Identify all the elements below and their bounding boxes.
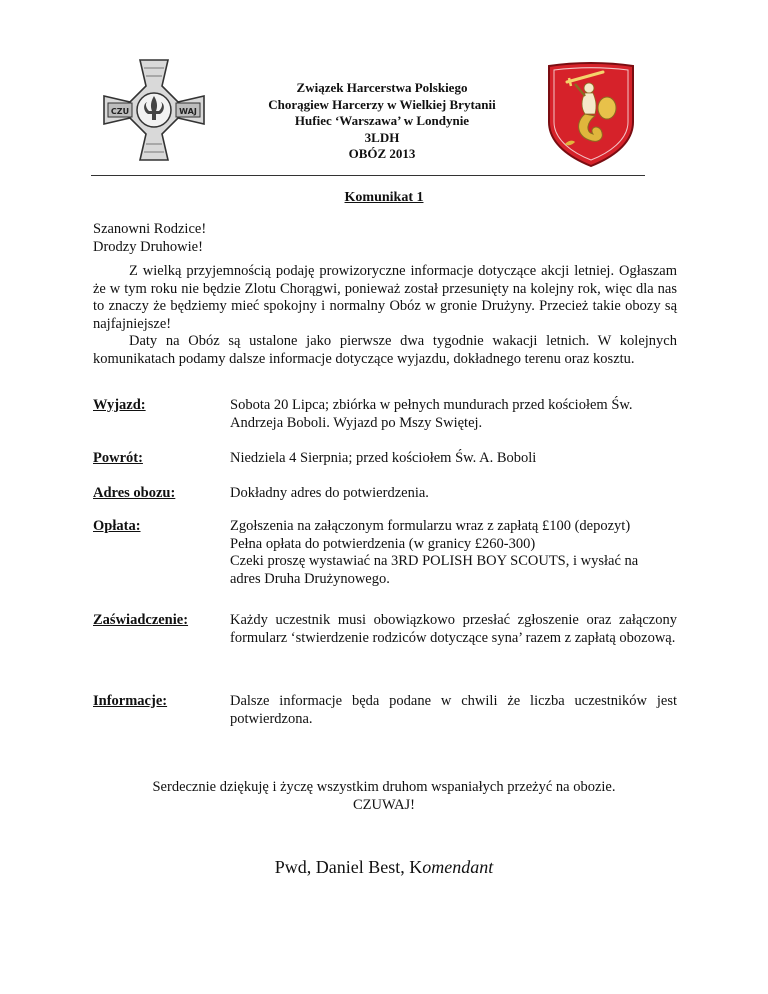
scout-cross-icon [100, 56, 208, 164]
warsaw-mermaid-shield-icon [545, 60, 637, 168]
org-region: Chorągiew Harcerzy w Wielkiej Brytanii [268, 96, 496, 112]
detail-value-line: Pełna opłata do potwierdzenia (w granicy £260-300) [230, 535, 536, 552]
cross-text-left: CZU [110, 107, 130, 116]
camp-year: OBÓZ 2013 [348, 146, 416, 161]
detail-label: Informacje: [93, 693, 168, 709]
detail-value-line: Sobota 20 Lipca; zbiórka w pełnych mundurach przed kościołem Św. [230, 397, 633, 413]
intro-text [93, 263, 677, 369]
organization-header [230, 80, 534, 163]
closing-thanks: Serdecznie dziękuję i życzę wszystkim druhom wspaniałych przeżyć na obozie. [152, 779, 616, 795]
detail-value-line: Czeki proszę wystawiać na 3RD POLISH BOY SCOUTS, i wysłać na [230, 553, 639, 570]
detail-value-line: adres Druha Drużynowego. [230, 570, 390, 587]
document-title: Komunikat 1 [344, 190, 424, 205]
signature-title: omendant [422, 857, 494, 877]
detail-label: Wyjazd: [93, 397, 146, 413]
cross-text-right: WAJ [179, 107, 197, 116]
detail-label: Adres obozu: [93, 485, 176, 501]
closing-text [0, 778, 768, 814]
greeting-scouts: Drodzy Druhowie! [93, 238, 203, 255]
org-name: Związek Harcerstwa Polskiego [296, 80, 468, 95]
detail-label: Opłata: [93, 518, 141, 534]
detail-value: Każdy uczestnik musi obowiązkowo przesłać zgłoszenie oraz załączony formularz ‘stwierdzenie rodziców dotyczące syna’ razem z zapłatą obozową. [230, 612, 677, 646]
detail-value: Dalsze informacje będa podane w chwili że liczba uczestników jest potwierdzona. [230, 693, 677, 727]
detail-value-line: Zgołszenia na załączonym formularzu wraz z zapłatą £100 (depozyt) [230, 518, 631, 534]
detail-value [230, 397, 677, 432]
detail-value: Niedziela 4 Sierpnia; przed kościołem Św. A. Boboli [230, 450, 537, 466]
detail-label: Powrót: [93, 450, 143, 466]
org-troop: 3LDH [364, 129, 400, 145]
detail-value-line: Andrzeja Boboli. Wyjazd po Mszy Swiętej. [230, 414, 483, 431]
detail-value [230, 518, 677, 588]
greeting [93, 221, 206, 256]
detail-value: Dokładny adres do potwierdzenia. [230, 485, 429, 501]
intro-paragraph-2: Daty na Obóz są ustalone jako pierwsze dwa tygodnie wakacji letnich. W kolejnych komunikatach podamy dalsze informacje dotyczące wyjazdu, dokładnego terenu oraz kosztu. [93, 333, 677, 367]
signature [0, 857, 768, 878]
header-divider [91, 175, 645, 176]
signature-name: Pwd, Daniel Best, K [274, 857, 423, 877]
org-district: Hufiec ‘Warszawa’ w Londynie [294, 113, 470, 128]
detail-label: Zaświadczenie: [93, 612, 189, 628]
intro-paragraph-1: Z wielką przyjemnością podaję prowizoryczne informacje dotyczące akcji letniej. Ogłaszam że w tym roku nie będzie Zlotu Chorągwi, ponieważ został przesunięty na kolejny rok, więc dla nas to znaczy że będziemy mieć spokojny i normalny Obóz w gronie Drużyny. Przecież takie obozy są najfajniejsze! [93, 263, 677, 332]
closing-motto: CZUWAJ! [352, 797, 416, 813]
greeting-parents: Szanowni Rodzice! [93, 221, 207, 237]
